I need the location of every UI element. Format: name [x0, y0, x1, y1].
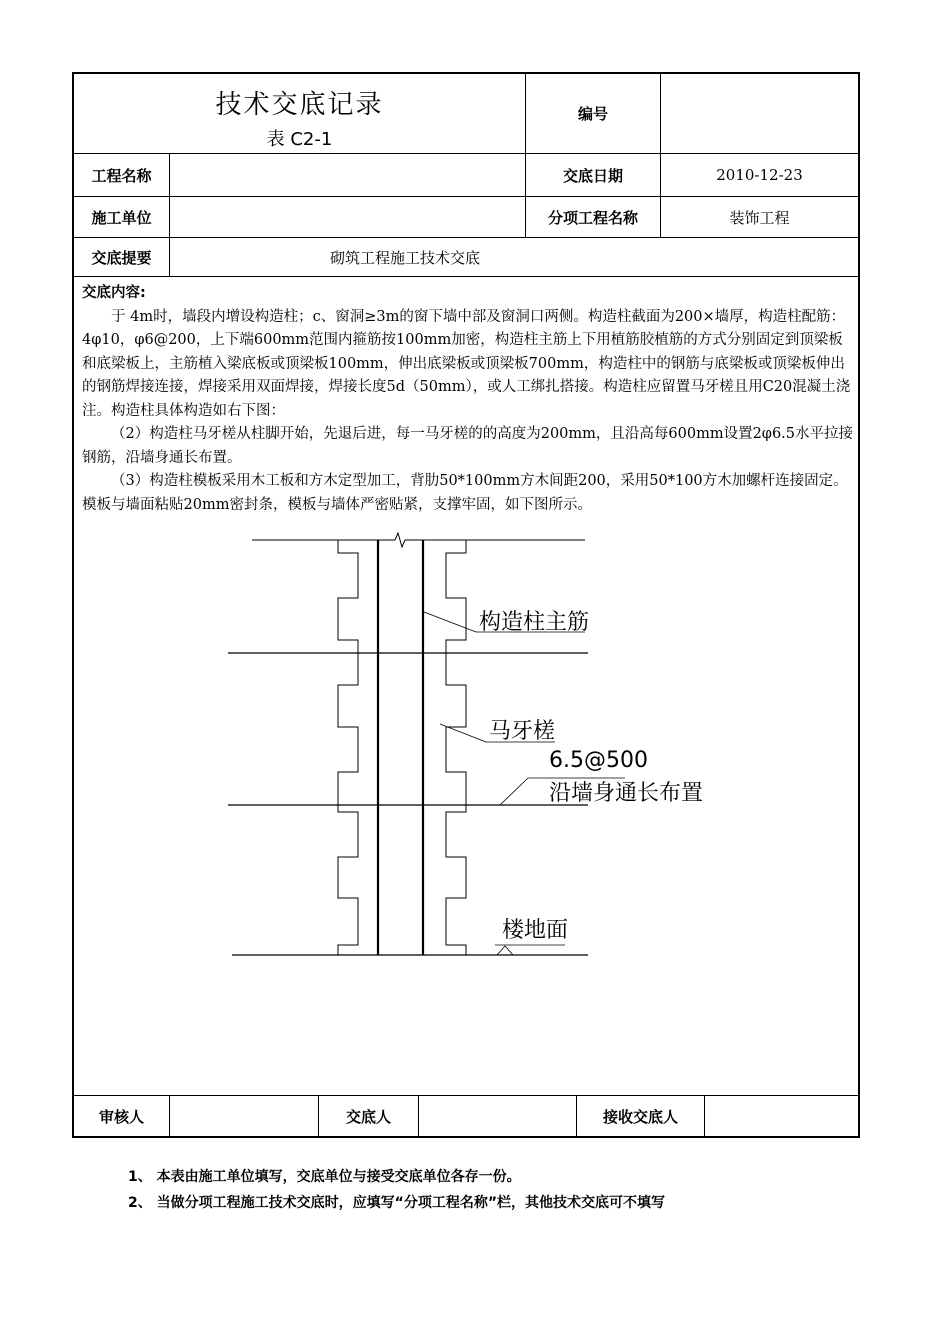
content-paragraph-2: （2）构造柱马牙槎从柱脚开始，先退后进，每一马牙槎的的高度为200mm，且沿高每600mm设置2φ6.5水平拉接钢筋，沿墙身通长布置。	[82, 426, 854, 466]
form-title: 技术交底记录	[215, 89, 384, 120]
date-field[interactable]: 2010-12-23	[716, 166, 803, 184]
project-name-label: 工程名称	[91, 166, 152, 185]
content-label: 交底内容:	[82, 285, 146, 301]
receiver-field[interactable]	[705, 1096, 858, 1137]
footnote-2: 2、 当做分项工程施工技术交底时，应填写“分项工程名称”栏，其他技术交底可不填写	[128, 1195, 666, 1211]
footnote-1: 1、 本表由施工单位填写，交底单位与接受交底单位各存一份。	[128, 1169, 521, 1185]
discloser-label: 交底人	[345, 1108, 391, 1126]
reviewer-field[interactable]	[170, 1096, 318, 1137]
content-paragraph-1: 于 4m时，墙段内增设构造柱；c、窗洞≥3m的窗下墙中部及窗洞口两侧。构造柱截面为200×墙厚，构造柱配筋：4φ10，φ6@200，上下端600mm范围内箍筋按100mm加密，构造柱主筋上下用植筋胶植筋的方式分别固定到顶梁板和底梁板上，主筋植入梁底板或顶梁板100mm，伸出底梁板或顶梁板700mm，构造柱中的钢筋与底梁板或顶梁板伸出的钢筋焊接连接，焊接采用双面焊接，焊接长度5d（50mm），或人工绑扎搭接。构造柱应留置马牙槎且用C20混凝土浇注。构造柱具体构造如右下图：	[82, 308, 851, 419]
footnotes	[128, 1164, 665, 1216]
label-floor: 楼地面	[502, 918, 569, 943]
content-paragraph-3: （3）构造柱模板采用木工板和方木定型加工，背肋50*100mm方木间距200，采用50*100方木加螺杆连接固定。模板与墙面粘贴20mm密封条，模板与墙体严密贴紧，支撑牢固，如下图所示。	[82, 473, 848, 513]
label-along-wall: 沿墙身通长布置	[549, 781, 704, 806]
floor-level-symbol	[497, 946, 513, 955]
date-label: 交底日期	[562, 166, 623, 185]
contractor-label: 施工单位	[91, 208, 152, 227]
label-main-rebar: 构造柱主筋	[479, 610, 590, 635]
subproject-label: 分项工程名称	[547, 208, 638, 227]
left-toothed-edge	[338, 540, 358, 955]
leader-line-tie-bar	[500, 778, 528, 805]
leader-line-main-rebar	[424, 612, 476, 632]
number-label: 编号	[577, 105, 608, 123]
form-subtitle: 表 C2-1	[266, 129, 333, 150]
right-toothed-edge	[446, 540, 466, 955]
discloser-field[interactable]	[419, 1096, 576, 1137]
label-spec: 6.5@500	[549, 748, 648, 773]
break-symbol	[395, 533, 405, 547]
label-toothed: 马牙槎	[489, 719, 556, 744]
subproject-field[interactable]: 装饰工程	[729, 208, 790, 227]
reviewer-label: 审核人	[98, 1108, 144, 1126]
receiver-label: 接收交底人	[602, 1108, 678, 1126]
summary-label: 交底提要	[91, 248, 152, 267]
summary-field[interactable]: 砌筑工程施工技术交底	[329, 248, 480, 267]
